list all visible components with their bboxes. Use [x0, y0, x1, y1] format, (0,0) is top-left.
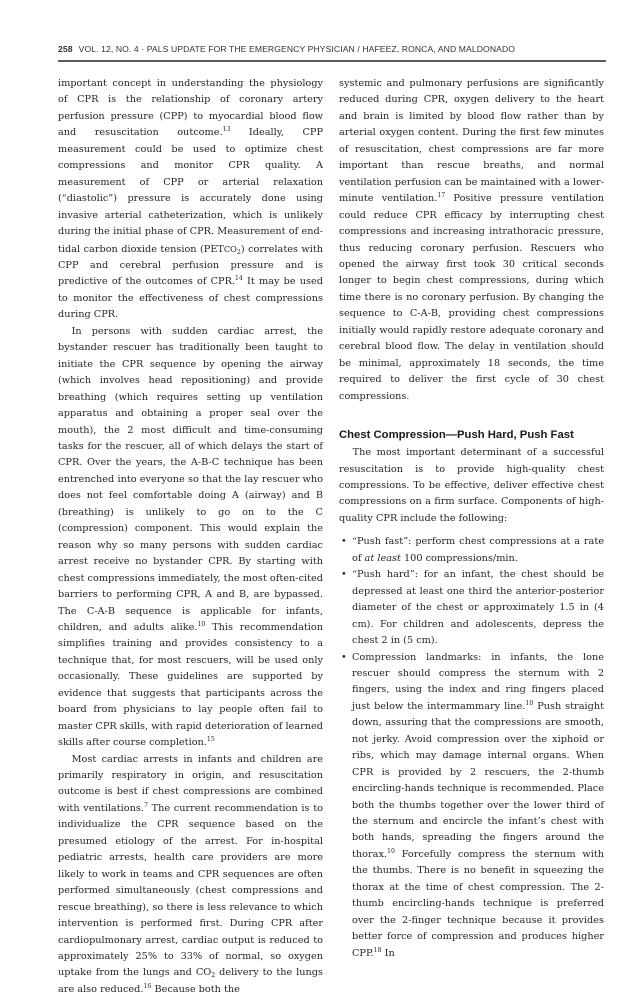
bullet-list	[339, 534, 604, 962]
list-item: • Compression landmarks: in infants, the lone rescuer should compress the sternum with 2 fingers, using the index and ring fingers placed just below the intermammary line.$^{10}$ Push straight down, assuring that the compressions are smooth, not jerky. Avoid compression over the xiphoid or ribs, which may damage internal organs. When CPR is provided by 2 rescuers, the 2-thumb encircling-hands technique is recommended. Place both the thumbs together over the lower third of the sternum and encircle the infant’s chest with both hands, spreading the fingers around the thorax.$^{10}$ Forcefully compress the sternum with the thumbs. There is no benefit in squeezing the thorax at the time of chest compression. The 2-thumb encircling-hands technique is preferred over the 2-finger technique because it provides better force of compression and produces higher CPP.$^{18}$ In	[339, 650, 604, 963]
paragraph: systemic and pulmonary perfusions are significantly reduced during CPR, oxygen delivery to the heart and brain is limited by blood flow rather than by arterial oxygen content. During the first few minutes of resuscitation, chest compressions are far more important than rescue breaths, and normal ventilation perfusion can be maintained with a lower-minute ventilation.$^{17}$ Positive pressure ventilation could reduce CPR efficacy by interrupting chest compressions and increasing intrathoracic pressure, thus reducing coronary perfusion. Rescuers who opened the airway first took 30 critical seconds longer to begin chest compressions, during which time there is no coronary perfusion. By changing the sequence to C-A-B, providing chest compressions initially would rapidly restore adequate coronary and cerebral blood flow. The delay in ventilation should be minimal, approximately 18 seconds, the time required to deliver the first cycle of 30 chest compressions.	[339, 78, 604, 402]
citation-ref[interactable]: 18	[373, 946, 382, 954]
paragraph: The most important determinant of a successful resuscitation is to provide high-quality chest compressions. To be effective, deliver effective chest compressions on a firm surface. Components of high-quality CPR include the following:	[339, 447, 604, 524]
citation-ref[interactable]: 7	[143, 801, 148, 809]
citation-ref[interactable]: 10	[197, 620, 206, 628]
paragraph: In persons with sudden cardiac arrest, the bystander rescuer has traditionally been taught to initiate the CPR sequence by opening the airway (which involves head repositioning) and provide breathing (which requires setting up ventilation apparatus and obtaining a proper seal over the mouth), the 2 most difficult and time-consuming tasks for the rescuer, all of which delays the start of CPR. Over the years, the A-B-C technique has been entrenched into everyone so that the lay rescuer who does not feel comfortable doing A (airway) and B (breathing) is unlikely to go on to the C (compression) component. This would explain the reason why so many persons with sudden cardiac arrest receive no bystander CPR. By starting with chest compressions immediately, the most often-cited barriers to performing CPR, A and B, are bypassed. The C-A-B sequence is applicable for infants, children, and adults alike.$^{10}$ This recommendation simplifies training and provides consistency to a technique that, for most rescuers, will be used only occasionally. These guidelines are supported by evidence that suggests that participants across the board from physicians to lay people often fail to master CPR skills, with rapid deterioration of learned skills after course completion.$^{15}$	[58, 325, 323, 749]
running-title: VOL. 12, NO. 4 · PALS UPDATE FOR THE EMERGENCY PHYSICIAN / HAFEEZ, RONCA, AND MALDONADO	[78, 44, 516, 54]
citation-ref[interactable]: 17	[437, 192, 446, 200]
paragraph: important concept in understanding the physiology of CPR is the relationship of coronary artery perfusion pressure (CPP) to myocardial blood flow and resuscitation outcome.$^{13}$ Ideally, CPP measurement could be used to optimize chest compressions and monitor CPR quality. A measurement of CPP or arterial relaxation (“diastolic”) pressure is accurately done using invasive arterial catheterization, which is unlikely during the initial phase of CPR. Measurement of end-tidal carbon dioxide tension $(PETCO_2)$ correlates with CPP and cerebral perfusion pressure and is predictive of the outcomes of CPR.$^{14}$ It may be used to monitor the effectiveness of chest compressions during CPR.	[58, 78, 324, 321]
citation-ref[interactable]: 15	[206, 736, 215, 744]
citation-ref[interactable]: 10	[387, 847, 395, 855]
citation-ref[interactable]: 14	[234, 275, 243, 283]
left-column	[58, 76, 323, 998]
section-heading: Chest Compression—Push Hard, Push Fast	[339, 429, 574, 442]
list-item: • “Push hard”: for an infant, the chest should be depressed at least one third the anterior-posterior diameter of the chest or approximately 1.5 in (4 cm). For children and adolescents, depress the chest 2 in (5 cm).	[339, 567, 604, 649]
citation-ref[interactable]: 13	[222, 126, 231, 134]
paragraph: Most cardiac arrests in infants and children are primarily respiratory in origin, and resuscitation outcome is best if chest compressions are combined with ventilations.$^7$ The current recommendation is to individualize the CPR sequence based on the presumed etiology of the arrest. For in-hospital pediatric arrests, health care providers are more likely to work in teams and CPR sequences are often performed simultaneously (chest compressions and rescue breathing), so there is less relevance to which intervention is performed first. During CPR after cardiopulmonary arrest, cardiac output is reduced to approximately 25% to 33% of normal, so oxygen uptake from the lungs and $CO_2$ delivery to the lungs are also reduced.$^{16}$ Because both the	[58, 753, 324, 995]
citation-ref[interactable]: 16	[143, 982, 152, 990]
citation-ref[interactable]: 10	[525, 699, 534, 707]
header-rule	[58, 60, 606, 62]
page-number: 258	[58, 44, 73, 54]
running-head	[58, 44, 618, 54]
list-item: • “Push fast”: perform chest compressions at a rate of at least 100 compressions/min.	[339, 534, 604, 567]
right-column	[339, 76, 604, 962]
